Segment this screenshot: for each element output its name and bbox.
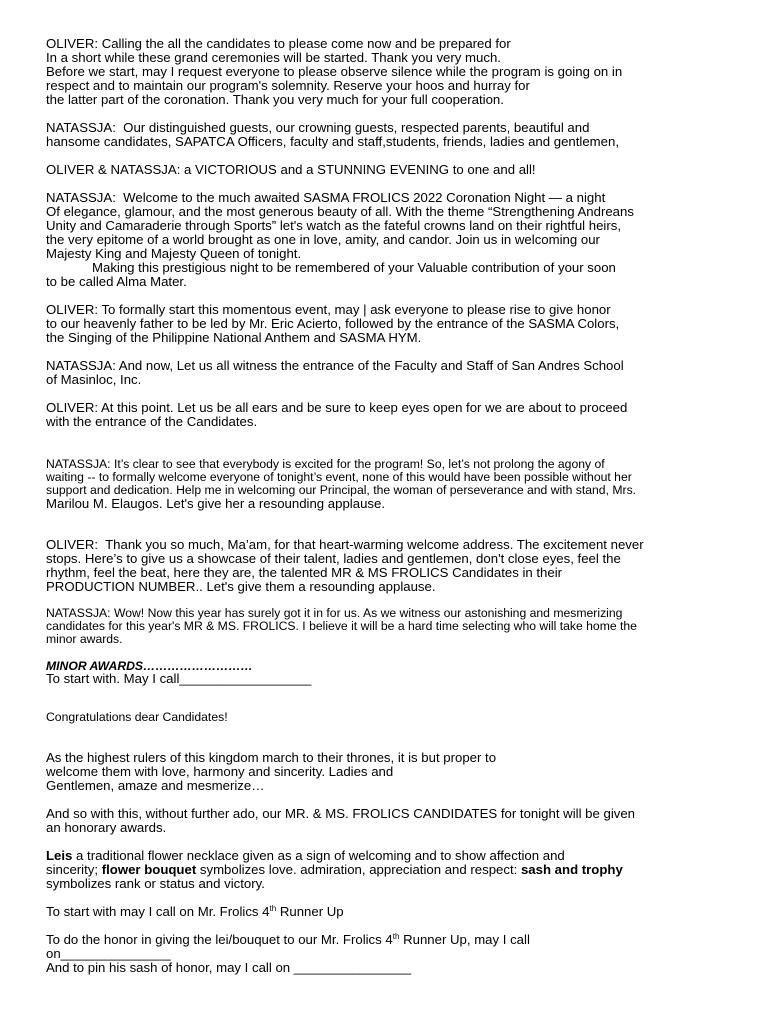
text-line: the very epitome of a world brought as one in love, amity, and candor. Join us in welcoming our [46,232,600,247]
text-line: of Masinloc, Inc. [46,372,142,387]
superscript: th [392,932,400,941]
text-line: candidates for this year's MR & MS. FROLICS. I believe it will be a hard time selecting who will take home the [46,619,637,633]
text-span: a traditional flower necklace given as a sign of welcoming and to show affection and [72,848,565,863]
text-span: To start with may I call on Mr. Frolics 4 [46,904,270,919]
text-line: Marilou M. Elaugos. Let's give her a resounding applause. [46,496,385,511]
text-line [46,863,623,877]
text-line: OLIVER: Thank you so much, Ma’am, for that heart-warming welcome address. The excitement never [46,537,644,552]
bold-term: flower bouquet [101,862,197,877]
text-line: NATASSJA: Our distinguished guests, our crowning guests, respected parents, beautiful and [46,120,590,135]
text-span: Runner Up [276,904,344,919]
text-line: Congratulations dear Candidates! [46,710,228,724]
text-line: In a short while these grand ceremonies will be started. Thank you very much. [46,50,501,65]
text-line: Before we start, may I request everyone to please observe silence while the program is going on in [46,64,623,79]
text-line: Unity and Camaraderie through Sports” let's watch as the fateful crowns land on their rightful heirs, [46,218,621,233]
bold-term: Leis [46,848,73,863]
text-line: respect and to maintain our program's solemnity. Reserve your hoos and hurray for [46,78,530,93]
text-line: the Singing of the Philippine National Anthem and SASMA HYM. [46,330,422,345]
text-line: minor awards. [46,632,123,646]
text-line: And so with this, without further ado, our MR. & MS. FROLICS CANDIDATES for tonight will be given [46,806,636,821]
text-line: PRODUCTION NUMBER.. Let's give them a resounding applause. [46,579,436,594]
text-line: Majesty King and Majesty Queen of tonight. [46,246,302,261]
text-line: OLIVER: At this point. Let us be all ears and be sure to keep eyes open for we are about to proceed [46,400,628,415]
text-line: To start with. May I call__________________ [46,671,312,686]
text-line: OLIVER: To formally start this momentous event, may | ask everyone to please rise to give honor [46,302,611,317]
text-line: NATASSJA: Welcome to the much awaited SASMA FROLICS 2022 Coronation Night — a night [46,190,606,205]
text-line: symbolizes rank or status and victory. [46,876,265,891]
text-line [46,849,565,863]
text-line: hansome candidates, SAPATCA Officers, faculty and staff,students, friends, ladies and gentlemen, [46,134,619,149]
text-line: Of elegance, glamour, and the most generous beauty of all. With the theme “Strengthening Andreans [46,204,634,219]
text-line: the latter part of the coronation. Thank you very much for your full cooperation. [46,92,504,107]
text-line: with the entrance of the Candidates. [46,414,258,429]
text-line [46,933,530,947]
text-line: NATASSJA: Wow! Now this year has surely got it in for us. As we witness our astonishing and mesmerizing [46,606,623,620]
text-line: NATASSJA: It’s clear to see that everybody is excited for the program! So, let’s not prolong the agony of [46,457,605,471]
text-line: welcome them with love, harmony and sincerity. Ladies and [46,764,394,779]
text-line: OLIVER: Calling the all the candidates to please come now and be prepared for [46,36,511,51]
text-line: OLIVER & NATASSJA: a VICTORIOUS and a STUNNING EVENING to one and all! [46,162,536,177]
text-line: NATASSJA: And now, Let us all witness the entrance of the Faculty and Staff of San Andres School [46,358,624,373]
text-line: on_______________ [46,946,171,961]
text-line: an honorary awards. [46,820,167,835]
text-line [46,905,344,919]
text-line: And to pin his sash of honor, may I call on ________________ [46,960,412,975]
text-span: To do the honor in giving the lei/bouquet to our Mr. Frolics 4 [46,932,393,947]
text-span: sincerity; [46,862,102,877]
text-line: to our heavenly father to be led by Mr. Eric Acierto, followed by the entrance of the SASMA Colors, [46,316,620,331]
text-span: Runner Up, may I call [399,932,530,947]
text-line: to be called Alma Mater. [46,274,187,289]
text-span: symbolizes love. admiration, appreciation and respect: [196,862,521,877]
text-line: stops. Here’s to give us a showcase of their talent, ladies and gentlemen, don't close eyes, feel the [46,551,621,566]
text-line: Gentlemen, amaze and mesmerize… [46,778,265,793]
text-line: support and dedication. Help me in welcoming our Principal, the woman of perseverance and with stand, Mrs. [46,483,637,497]
text-line: rhythm, feel the beat, here they are, the talented MR & MS FROLICS Candidates in their [46,565,563,580]
text-line: waiting -- to formally welcome everyone of tonight’s event, none of this would have been possible without her [46,470,632,484]
superscript: th [269,904,277,913]
bold-term: sash and trophy [520,862,623,877]
section-heading: MINOR AWARDS……………………… [46,659,253,673]
text-line: As the highest rulers of this kingdom march to their thrones, it is but proper to [46,750,497,765]
text-line: Making this prestigious night to be remembered of your Valuable contribution of your soon [92,260,616,275]
